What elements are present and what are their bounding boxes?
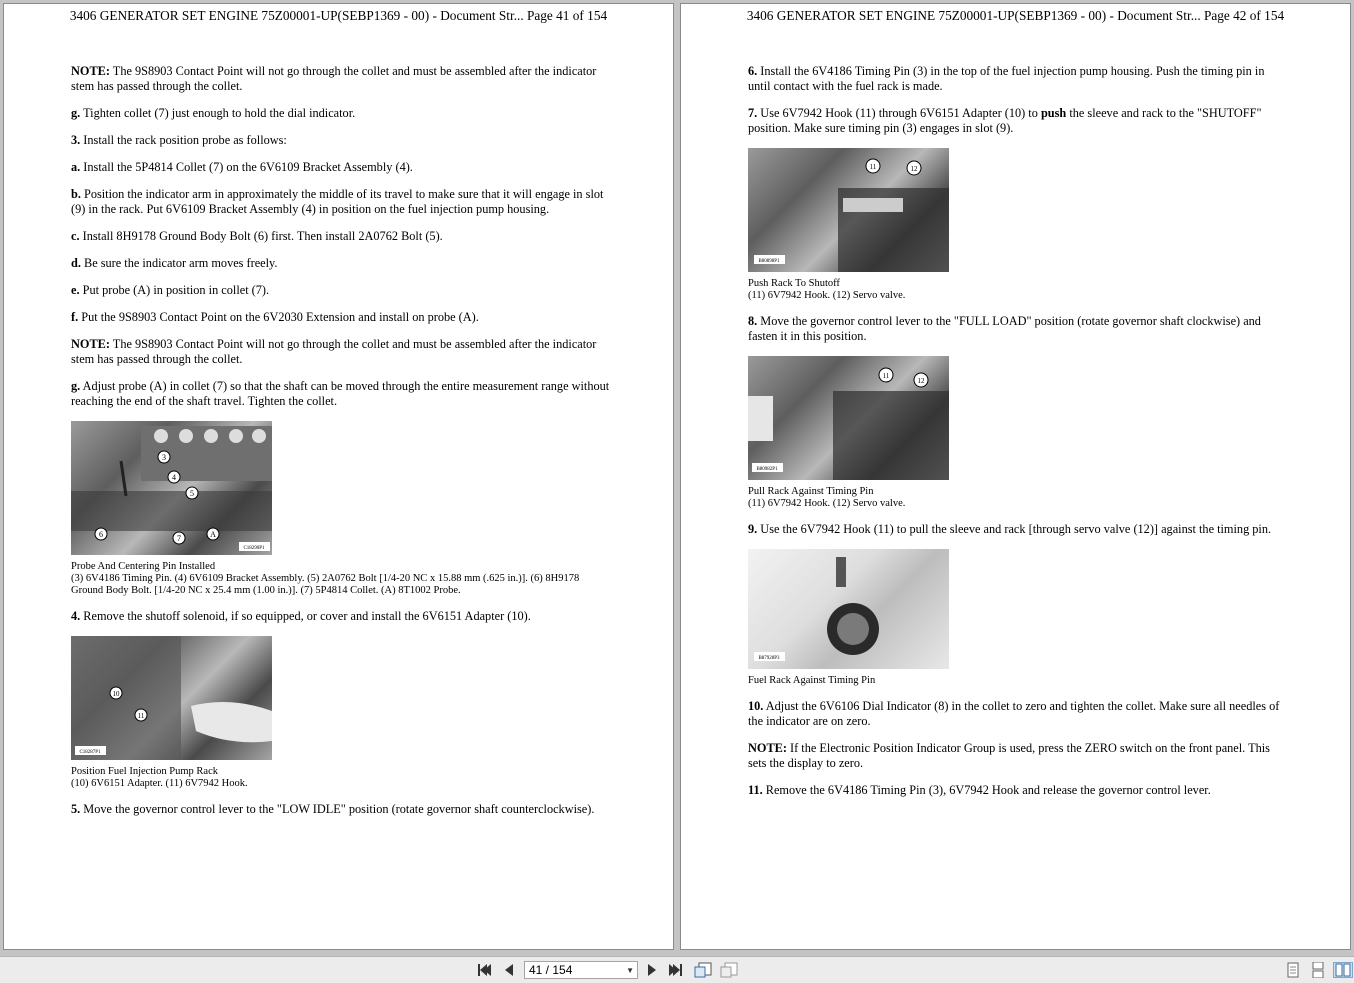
figure-caption: Push Rack To Shutoff (11) 6V7942 Hook. (12) Servo valve. — [748, 278, 906, 301]
page-header: 3406 GENERATOR SET ENGINE 75Z00001-UP(SEBP1369 - 00) - Document Str... Page 41 of 154 — [69, 8, 608, 23]
page-number-field[interactable]: 41 / 154 ▼ — [524, 961, 638, 979]
step-paragraph: 5. Move the governor control lever to the "LOW IDLE" position (rotate governor shaft counterclockwise). — [71, 802, 595, 816]
page-header: 3406 GENERATOR SET ENGINE 75Z00001-UP(SEBP1369 - 00) - Document Str... Page 42 of 154 — [746, 8, 1285, 23]
figure-code: B87928P3 — [758, 656, 780, 661]
page-41 — [3, 3, 674, 950]
callout-label: 7 — [177, 534, 181, 543]
callout-label: 12 — [910, 165, 918, 173]
figure-code: C18287P1 — [79, 750, 101, 755]
step-paragraph: g. Tighten collet (7) just enough to hold the dial indicator. — [71, 106, 356, 120]
step-paragraph: 3. Install the rack position probe as follows: — [71, 133, 287, 147]
continuous-view-icon[interactable] — [1309, 962, 1327, 978]
probe-installed-photo — [71, 421, 272, 555]
callout-label: 5 — [190, 489, 194, 498]
next-page-icon[interactable] — [643, 962, 661, 978]
step-paragraph: 6. Install the 6V4186 Timing Pin (3) in the top of the fuel injection pump housing. Push the timing pin in until contact with the fuel rack is made. — [748, 64, 1265, 93]
single-page-view-icon[interactable] — [1284, 962, 1302, 978]
callout-label: 3 — [162, 453, 166, 462]
callout-label: 11 — [869, 163, 877, 171]
push-rack-photo — [748, 148, 949, 272]
step-paragraph: c. Install 8H9178 Ground Body Bolt (6) first. Then install 2A0762 Bolt (5). — [71, 229, 443, 243]
figure-caption: Fuel Rack Against Timing Pin — [748, 675, 876, 686]
callout-label: 11 — [882, 372, 890, 380]
first-page-icon[interactable] — [475, 962, 493, 978]
figure-code: C18290P1 — [243, 546, 265, 551]
two-page-view-icon[interactable] — [1333, 962, 1353, 978]
page-42 — [680, 3, 1351, 950]
step-paragraph: e. Put probe (A) in position in collet (7). — [71, 283, 270, 297]
step-paragraph: d. Be sure the indicator arm moves freely. — [71, 256, 278, 270]
fit-width-icon[interactable] — [720, 962, 738, 978]
step-paragraph: 8. Move the governor control lever to the "FULL LOAD" position (rotate governor shaft clockwise) and fasten it in this position. — [748, 314, 1261, 343]
step-paragraph: f. Put the 9S8903 Contact Point on the 6V2030 Extension and install on probe (A). — [71, 310, 479, 324]
page-content — [748, 64, 1288, 810]
step-paragraph: 9. Use the 6V7942 Hook (11) to pull the sleeve and rack [through servo valve (12)] against the timing pin. — [748, 522, 1272, 536]
callout-label: 10 — [112, 690, 120, 698]
chevron-down-icon[interactable]: ▼ — [626, 966, 634, 975]
figure-code: B80898P1 — [758, 259, 780, 264]
pull-rack-photo — [748, 356, 949, 480]
figure-code: B80982P1 — [756, 467, 778, 472]
step-paragraph: 10. Adjust the 6V6106 Dial Indicator (8) in the collet to zero and tighten the collet. Make sure all needles of the indicator are on zero. — [748, 699, 1280, 728]
step-paragraph: 7. Use 6V7942 Hook (11) through 6V6151 Adapter (10) to push the sleeve and rack to the "SHUTOFF" position. Make sure timing pin (3) engages in slot (9). — [748, 106, 1262, 135]
note-paragraph: NOTE: The 9S8903 Contact Point will not go through the collet and must be assembled after the indicator stem has passed through the collet. — [71, 64, 597, 93]
callout-label: 11 — [137, 712, 145, 720]
prev-page-icon[interactable] — [500, 962, 518, 978]
pump-rack-photo — [71, 636, 272, 760]
figure-caption: Probe And Centering Pin Installed (3) 6V4186 Timing Pin. (4) 6V6109 Bracket Assembly. (5) 2A0762 Bolt [1/4-20 NC x 15.88 mm (.625 in.)]. (6) 8H9178 Ground Body Bolt. [1/4-20 NC x 25.4 mm (1.00 in.)]. (7) 5P4814 Collet. (A) 8T1002 Probe. — [71, 561, 580, 596]
callout-label: 4 — [172, 473, 176, 482]
last-page-icon[interactable] — [667, 962, 685, 978]
figure-caption: Pull Rack Against Timing Pin (11) 6V7942 Hook. (12) Servo valve. — [748, 486, 906, 509]
fit-page-icon[interactable] — [694, 962, 712, 978]
step-paragraph: 4. Remove the shutoff solenoid, if so equipped, or cover and install the 6V6151 Adapter (10). — [71, 609, 531, 623]
page-content — [71, 64, 611, 829]
callout-label: 6 — [99, 530, 103, 539]
note-paragraph: NOTE: If the Electronic Position Indicator Group is used, press the ZERO switch on the front panel. This sets the display to zero. — [748, 741, 1270, 770]
step-paragraph: g. Adjust probe (A) in collet (7) so that the shaft can be moved through the entire measurement range without reaching the end of the shaft travel. Tighten the collet. — [71, 379, 610, 408]
callout-label: A — [210, 530, 216, 539]
fuel-rack-photo — [748, 549, 949, 669]
step-paragraph: 11. Remove the 6V4186 Timing Pin (3), 6V7942 Hook and release the governor control lever. — [748, 783, 1211, 797]
navigation-toolbar — [0, 956, 1354, 983]
step-paragraph: a. Install the 5P4814 Collet (7) on the 6V6109 Bracket Assembly (4). — [71, 160, 413, 174]
callout-label: 12 — [917, 377, 925, 385]
step-paragraph: b. Position the indicator arm in approximately the middle of its travel to make sure that it will engage in slot (9) in the rack. Put 6V6109 Bracket Assembly (4) in position on the fuel injection pump housing. — [71, 187, 604, 216]
note-paragraph: NOTE: The 9S8903 Contact Point will not go through the collet and must be assembled after the indicator stem has passed through the collet. — [71, 337, 597, 366]
figure-caption: Position Fuel Injection Pump Rack (10) 6V6151 Adapter. (11) 6V7942 Hook. — [71, 766, 248, 789]
